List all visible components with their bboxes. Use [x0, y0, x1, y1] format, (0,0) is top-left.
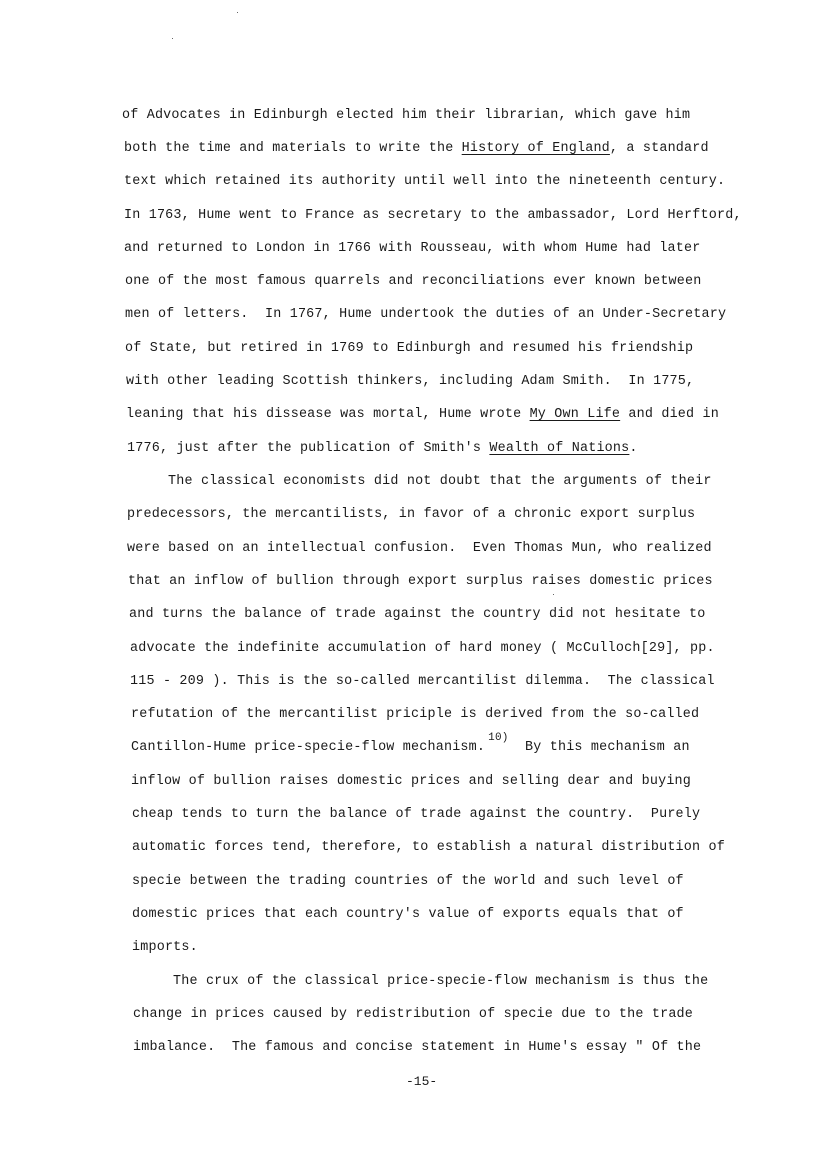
text-line: and turns the balance of trade against the country did not hesitate to: [129, 607, 706, 622]
footnote-marker: 10): [488, 732, 509, 744]
text-line: cheap tends to turn the balance of trade against the country. Purely: [132, 807, 701, 822]
text-line: men of letters. In 1767, Hume undertook the duties of an Under-Secretary: [125, 307, 727, 322]
line-segment: and died in: [620, 407, 719, 422]
text-line: advocate the indefinite accumulation of hard money ( McCulloch[29], pp.: [130, 641, 715, 656]
scan-speck: [237, 12, 238, 13]
text-line: and returned to London in 1766 with Rousseau, with whom Hume had later: [124, 241, 701, 256]
text-line: domestic prices that each country's value of exports equals that of: [132, 907, 684, 922]
line-segment: .: [629, 441, 638, 456]
text-line: [131, 732, 690, 757]
line-segment: 1776, just after the publication of Smith's: [127, 441, 490, 456]
line-segment: , a standard: [609, 141, 709, 156]
scan-speck: [172, 38, 173, 39]
line-segment: Cantillon-Hume price-specie-flow mechanism.: [131, 740, 486, 755]
text-line: The crux of the classical price-specie-flow mechanism is thus the: [173, 974, 709, 989]
underlined-title: My Own Life: [529, 407, 621, 422]
text-line: that an inflow of bullion through export surplus raises domestic prices: [128, 574, 713, 589]
line-segment: leaning that his dissease was mortal, Hume wrote: [126, 407, 530, 422]
text-line: change in prices caused by redistribution of specie due to the trade: [133, 1007, 694, 1022]
text-line: one of the most famous quarrels and reconciliations ever known between: [125, 274, 702, 289]
text-line: 115 - 209 ). This is the so-called mercantilist dilemma. The classical: [130, 674, 715, 689]
underlined-title: History of England: [461, 141, 610, 156]
line-segment: both the time and materials to write the: [124, 141, 462, 156]
underlined-title: Wealth of Nations: [489, 441, 630, 456]
text-line: text which retained its authority until well into the nineteenth century.: [124, 174, 726, 189]
text-line: refutation of the mercantilist priciple is derived from the so-called: [131, 707, 700, 722]
text-line: of State, but retired in 1769 to Edinburgh and resumed his friendship: [125, 341, 694, 356]
text-line: specie between the trading countries of the world and such level of: [132, 874, 684, 889]
text-line: of Advocates in Edinburgh elected him their librarian, which gave him: [122, 108, 691, 123]
text-line: In 1763, Hume went to France as secretary to the ambassador, Lord Herftord,: [124, 208, 742, 223]
text-line: inflow of bullion raises domestic prices and selling dear and buying: [131, 774, 692, 789]
scan-speck: [553, 594, 554, 595]
text-line: with other leading Scottish thinkers, including Adam Smith. In 1775,: [126, 374, 695, 389]
text-line: [126, 406, 719, 424]
text-line: imbalance. The famous and concise statement in Hume's essay " Of the: [133, 1040, 702, 1055]
text-line: [124, 140, 709, 158]
line-segment: By this mechanism an: [508, 740, 690, 755]
text-line: [127, 440, 638, 458]
text-line: predecessors, the mercantilists, in favor of a chronic export surplus: [127, 507, 696, 522]
text-line: imports.: [132, 940, 198, 955]
text-line: were based on an intellectual confusion. Even Thomas Mun, who realized: [127, 541, 712, 556]
text-line: The classical economists did not doubt that the arguments of their: [168, 474, 712, 489]
text-line: automatic forces tend, therefore, to establish a natural distribution of: [132, 840, 725, 855]
page-number: -15-: [406, 1074, 438, 1089]
